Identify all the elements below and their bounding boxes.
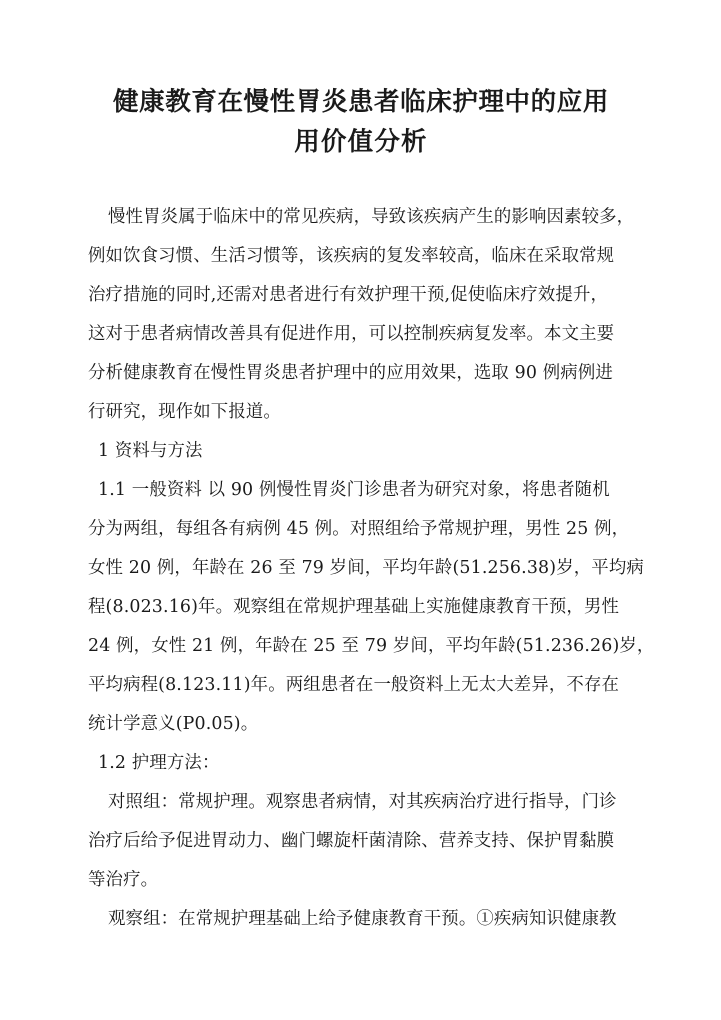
- heading-text: 1 资料与方法: [98, 441, 203, 461]
- paragraph-text: [88, 900, 634, 939]
- paragraph-text: [88, 783, 634, 900]
- text-line: 行研究，现作如下报道。: [88, 402, 281, 422]
- text-line: 等治疗。: [88, 870, 159, 890]
- text-line: 治疗后给予促进胃动力、幽门螺旋杆菌清除、营养支持、保护胃黏膜: [88, 831, 615, 851]
- text-line: 治疗措施的同时,还需对患者进行有效护理干预,促使临床疗效提升，: [88, 285, 609, 305]
- page-title-line-2: 用价值分析: [294, 127, 428, 157]
- text-line: 女性 20 例，年龄在 26 至 79 岁间，平均年龄(51.256.38)岁，平均病: [88, 558, 644, 578]
- paragraph-intro: [88, 198, 634, 432]
- document-content-column: [88, 0, 655, 939]
- page-title-line-1: 健康教育在慢性胃炎患者临床护理中的应用: [113, 87, 609, 117]
- text-line: 1.1 一般资料 以 90 例慢性胃炎门诊患者为研究对象，将患者随机: [98, 480, 610, 500]
- paragraph-observation-group: [88, 900, 634, 939]
- section-heading-1-2: [88, 744, 634, 783]
- paragraph-text: [88, 198, 634, 432]
- text-line: 例如饮食习惯、生活习惯等，该疾病的复发率较高，临床在采取常规: [88, 246, 615, 266]
- text-line: 慢性胃炎属于临床中的常见疾病，导致该疾病产生的影响因素较多，: [108, 207, 635, 227]
- text-line: 分析健康教育在慢性胃炎患者护理中的应用效果，选取 90 例病例进: [88, 363, 613, 383]
- text-line: 24 例，女性 21 例，年龄在 25 至 79 岁间，平均年龄(51.236.26)岁，: [88, 636, 655, 656]
- text-line: 平均病程(8.123.11)年。两组患者在一般资料上无太大差异，不存在: [88, 675, 620, 695]
- text-line: 这对于患者病情改善具有促进作用，可以控制疾病复发率。本文主要: [88, 324, 615, 344]
- paragraph-control-group: [88, 783, 634, 900]
- text-line: 分为两组，每组各有病例 45 例。对照组给予常规护理，男性 25 例，: [88, 519, 630, 539]
- heading-text: 1.2 护理方法：: [98, 753, 220, 773]
- paragraph-text: [88, 471, 655, 744]
- paragraph-section-1-1: [88, 471, 655, 744]
- text-line: 观察组：在常规护理基础上给予健康教育干预。①疾病知识健康教: [108, 909, 617, 929]
- text-line: 程(8.023.16)年。观察组在常规护理基础上实施健康教育干预，男性: [88, 597, 620, 617]
- page-title: [88, 0, 634, 162]
- text-line: 统计学意义(P0.05)。: [88, 714, 259, 734]
- text-line: 对照组：常规护理。观察患者病情，对其疾病治疗进行指导，门诊: [108, 792, 617, 812]
- section-heading-1: [88, 432, 634, 471]
